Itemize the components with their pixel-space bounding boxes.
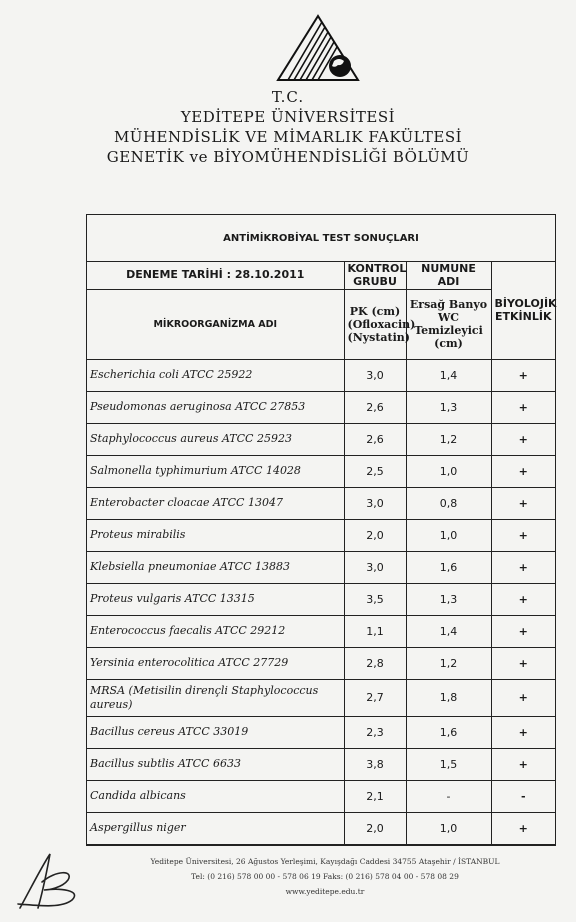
result-rows (87, 359, 555, 844)
activity-cell: + (491, 583, 555, 615)
sample-value-cell: 1,2 (406, 647, 491, 679)
sample-value-cell: 1,6 (406, 551, 491, 583)
table-row (87, 551, 555, 583)
pk-value-cell: 2,1 (344, 780, 406, 812)
sample-value-cell: 1,0 (406, 519, 491, 551)
organism-cell: Enterobacter cloacae ATCC 13047 (87, 487, 344, 519)
results-table (86, 214, 556, 846)
header-faculty: MÜHENDİSLİK VE MİMARLIK FAKÜLTESİ (113, 128, 463, 146)
activity-cell: + (491, 551, 555, 583)
header-university: YEDİTEPE ÜNİVERSİTESİ (180, 108, 396, 126)
pk-value-cell: 3,0 (344, 487, 406, 519)
footer-website: www.yeditepe.edu.tr (285, 887, 365, 896)
results-grid (87, 261, 555, 845)
organism-cell: Yersinia enterocolitica ATCC 27729 (87, 647, 344, 679)
organism-cell: Proteus vulgaris ATCC 13315 (87, 583, 344, 615)
table-row (87, 423, 555, 455)
test-date-label: DENEME TARİHİ : 28.10.2011 (87, 261, 344, 289)
activity-cell: + (491, 519, 555, 551)
sample-value-cell: 0,8 (406, 487, 491, 519)
pk-header (344, 289, 416, 359)
organism-cell: Klebsiella pneumoniae ATCC 13883 (87, 551, 344, 583)
pk-value-cell: 3,5 (344, 583, 406, 615)
sample-value-cell: 1,4 (406, 615, 491, 647)
signature-icon (12, 846, 92, 916)
organism-cell: Pseudomonas aeruginosa ATCC 27853 (87, 391, 344, 423)
biological-activity-header: BİYOLOJİK ETKİNLİK (491, 261, 555, 359)
organism-cell: Staphylococcus aureus ATCC 25923 (87, 423, 344, 455)
table-title: ANTİMİKROBİYAL TEST SONUÇLARI (87, 215, 555, 262)
activity-cell: - (491, 780, 555, 812)
activity-cell: + (491, 748, 555, 780)
footer-address: Yeditepe Üniversitesi, 26 Ağustos Yerleşimi, Kayışdağı Caddesi 34755 Ataşehir / İSTANBUL (150, 857, 500, 866)
university-logo-icon (276, 14, 360, 82)
control-group-header: KONTROL GRUBU (344, 261, 406, 289)
sample-value-cell: - (406, 780, 491, 812)
sample-value-cell: 1,0 (406, 812, 491, 844)
pk-value-cell: 2,5 (344, 455, 406, 487)
activity-cell: + (491, 391, 555, 423)
table-row (87, 748, 555, 780)
activity-cell: + (491, 679, 555, 716)
sample-header-line3: Temizleyici (414, 324, 483, 337)
sample-header-line4: (cm) (434, 337, 463, 350)
pk-value-cell: 2,3 (344, 716, 406, 748)
pk-value-cell: 2,8 (344, 647, 406, 679)
organism-cell: Escherichia coli ATCC 25922 (87, 359, 344, 391)
organism-header: MİKROORGANİZMA ADI (87, 289, 344, 359)
header-department: GENETİK ve BİYOMÜHENDİSLİĞİ BÖLÜMÜ (106, 148, 470, 166)
sample-name-header: NUMUNE ADI (406, 261, 491, 289)
sample-value-cell: 1,0 (406, 455, 491, 487)
sample-value-cell: 1,6 (406, 716, 491, 748)
table-row (87, 583, 555, 615)
table-row (87, 679, 555, 716)
organism-cell: Proteus mirabilis (87, 519, 344, 551)
sample-header-line2: WC (437, 311, 460, 324)
header-tc: T.C. (271, 88, 305, 106)
pk-value-cell: 2,6 (344, 391, 406, 423)
pk-value-cell: 3,0 (344, 551, 406, 583)
table-row (87, 519, 555, 551)
activity-cell: + (491, 455, 555, 487)
pk-value-cell: 2,7 (344, 679, 406, 716)
organism-cell: Salmonella typhimurium ATCC 14028 (87, 455, 344, 487)
activity-cell: + (491, 359, 555, 391)
sample-value-cell: 1,2 (406, 423, 491, 455)
sample-header (406, 289, 491, 359)
activity-cell: + (491, 716, 555, 748)
table-row (87, 391, 555, 423)
sample-value-cell: 1,4 (406, 359, 491, 391)
pk-header-line1: PK (cm) (349, 304, 401, 318)
activity-cell: + (491, 423, 555, 455)
table-row (87, 487, 555, 519)
table-row (87, 615, 555, 647)
table-row (87, 359, 555, 391)
activity-cell: + (491, 487, 555, 519)
activity-cell: + (491, 647, 555, 679)
pk-value-cell: 3,8 (344, 748, 406, 780)
table-row (87, 812, 555, 844)
sample-value-cell: 1,5 (406, 748, 491, 780)
sample-value-cell: 1,8 (406, 679, 491, 716)
sample-value-cell: 1,3 (406, 583, 491, 615)
table-row (87, 780, 555, 812)
organism-cell: Bacillus subtlis ATCC 6633 (87, 748, 344, 780)
footer-phone: Tel: (0 216) 578 00 00 - 578 06 19 Faks: (0 216) 578 04 00 - 578 08 29 (191, 872, 459, 881)
organism-cell: MRSA (Metisilin dirençli Staphylococcus aureus) (87, 679, 344, 716)
pk-value-cell: 1,1 (344, 615, 406, 647)
organism-cell: Aspergillus niger (87, 812, 344, 844)
organism-cell: Bacillus cereus ATCC 33019 (87, 716, 344, 748)
table-row (87, 716, 555, 748)
pk-value-cell: 2,0 (344, 812, 406, 844)
pk-value-cell: 2,0 (344, 519, 406, 551)
pk-value-cell: 3,0 (344, 359, 406, 391)
pk-value-cell: 2,6 (344, 423, 406, 455)
activity-cell: + (491, 615, 555, 647)
organism-cell: Enterococcus faecalis ATCC 29212 (87, 615, 344, 647)
table-row (87, 647, 555, 679)
table-row (87, 455, 555, 487)
sample-value-cell: 1,3 (406, 391, 491, 423)
pk-header-line3: (Nystatin) (347, 330, 411, 344)
pk-header-line2: (Ofloxacin) (347, 317, 416, 331)
activity-cell: + (491, 812, 555, 844)
organism-cell: Candida albicans (87, 780, 344, 812)
sample-header-line1: Ersağ Banyo (409, 298, 488, 311)
